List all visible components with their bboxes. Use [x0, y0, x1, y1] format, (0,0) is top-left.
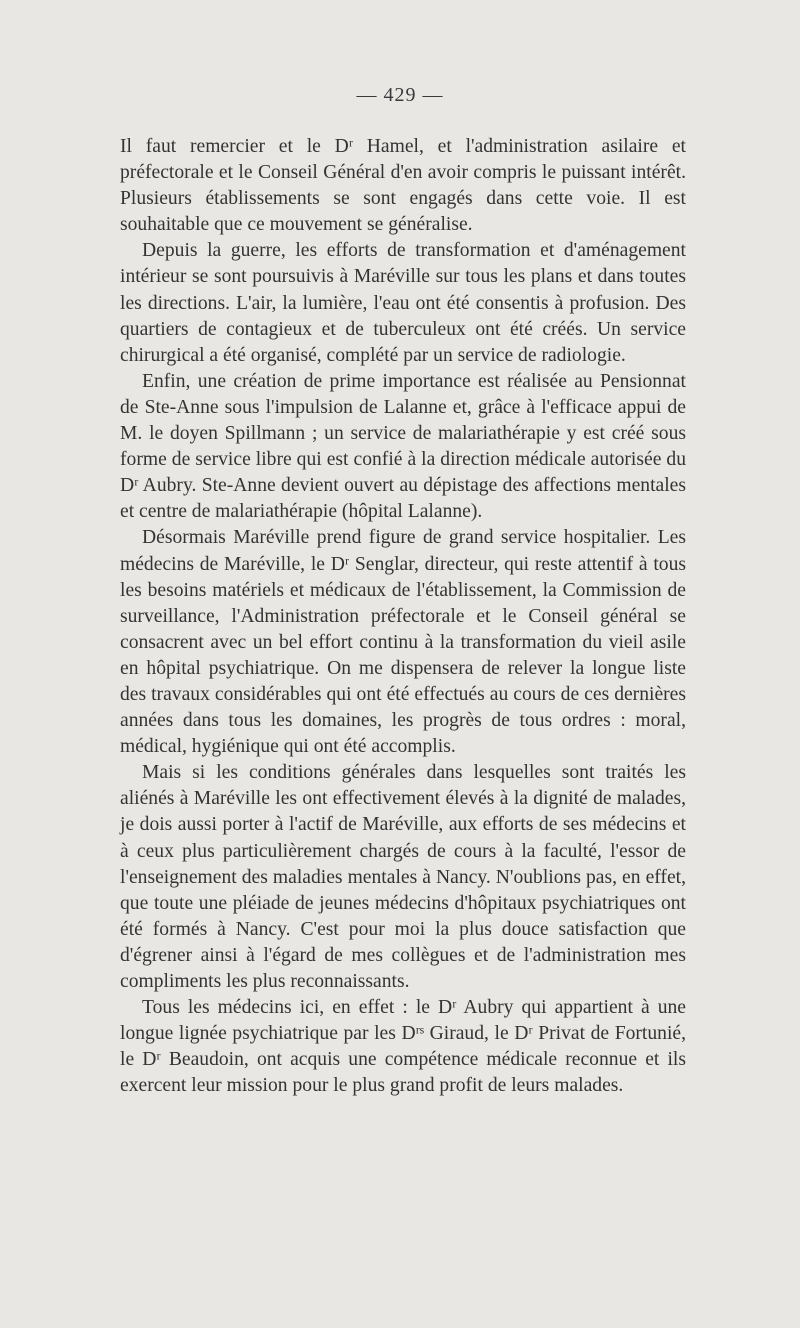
paragraph-2: Depuis la guerre, les efforts de transformation et d'aménagement intérieur se sont poursuivis à Maréville sur tous les plans et dans toutes les directions. L'air, la lumière, l'eau ont été consentis à profusion. Des quartiers de contagieux et de tuberculeux ont été créés. Un service chirurgical a été organisé, complété par un service de radiologie. [120, 240, 686, 366]
paragraph-3: Enfin, une création de prime importance est réalisée au Pensionnat de Ste-Anne sous l'impulsion de Lalanne et, grâce à l'efficace appui de M. le doyen Spillmann ; un service de malariathérapie y est créé sous forme de service libre qui est confié à la direction médicale autorisée du Dʳ Aubry. Ste-Anne devient ouvert au dépistage des affections mentales et centre de malariathérapie (hôpital Lalanne). [120, 370, 686, 523]
paragraph-4: Désormais Maréville prend figure de grand service hospitalier. Les médecins de Maréville, le Dʳ Senglar, directeur, qui reste attentif à tous les besoins matériels et médicaux de l'établissement, la Commission de surveillance, l'Administration préfectorale et le Conseil général se consacrent avec un bel effort continu à la transformation du vieil asile en hôpital psychiatrique. On me dispensera de relever la longue liste des travaux considérables qui ont été effectués au cours de ces dernières années dans tous les domaines, les progrès de tous ordres : moral, médical, hygiénique qui ont été accomplis. [120, 527, 686, 758]
body-text [120, 134, 686, 1099]
paragraph-1: Il faut remercier et le Dʳ Hamel, et l'administration asilaire et préfectorale et le Conseil Général d'en avoir compris le puissant intérêt. Plusieurs établissements se sont engagés dans cette voie. Il est souhaitable que ce mouvement se généralise. [120, 136, 686, 236]
paragraph-6: Tous les médecins ici, en effet : le Dʳ Aubry qui appartient à une longue lignée psychiatrique par les Dʳˢ Giraud, le Dʳ Privat de Fortunié, le Dʳ Beaudoin, ont acquis une compétence médicale reconnue et ils exercent leur mission pour le plus grand profit de leurs malades. [120, 997, 686, 1097]
paragraph-5: Mais si les conditions générales dans lesquelles sont traités les aliénés à Maréville les ont effectivement élevés à la dignité de malades, je dois aussi porter à l'actif de Maréville, aux efforts de ses médecins et à ceux plus particulièrement chargés de cours à la faculté, l'essor de l'enseignement des maladies mentales à Nancy. N'oublions pas, en effet, que toute une pléiade de jeunes médecins d'hôpitaux psychiatriques ont été formés à Nancy. C'est pour moi la plus douce satisfaction que d'égrener ainsi à l'égard de mes collègues et de l'administration mes compliments les plus reconnaissants. [120, 762, 686, 992]
page-number: — 429 — [356, 84, 444, 106]
